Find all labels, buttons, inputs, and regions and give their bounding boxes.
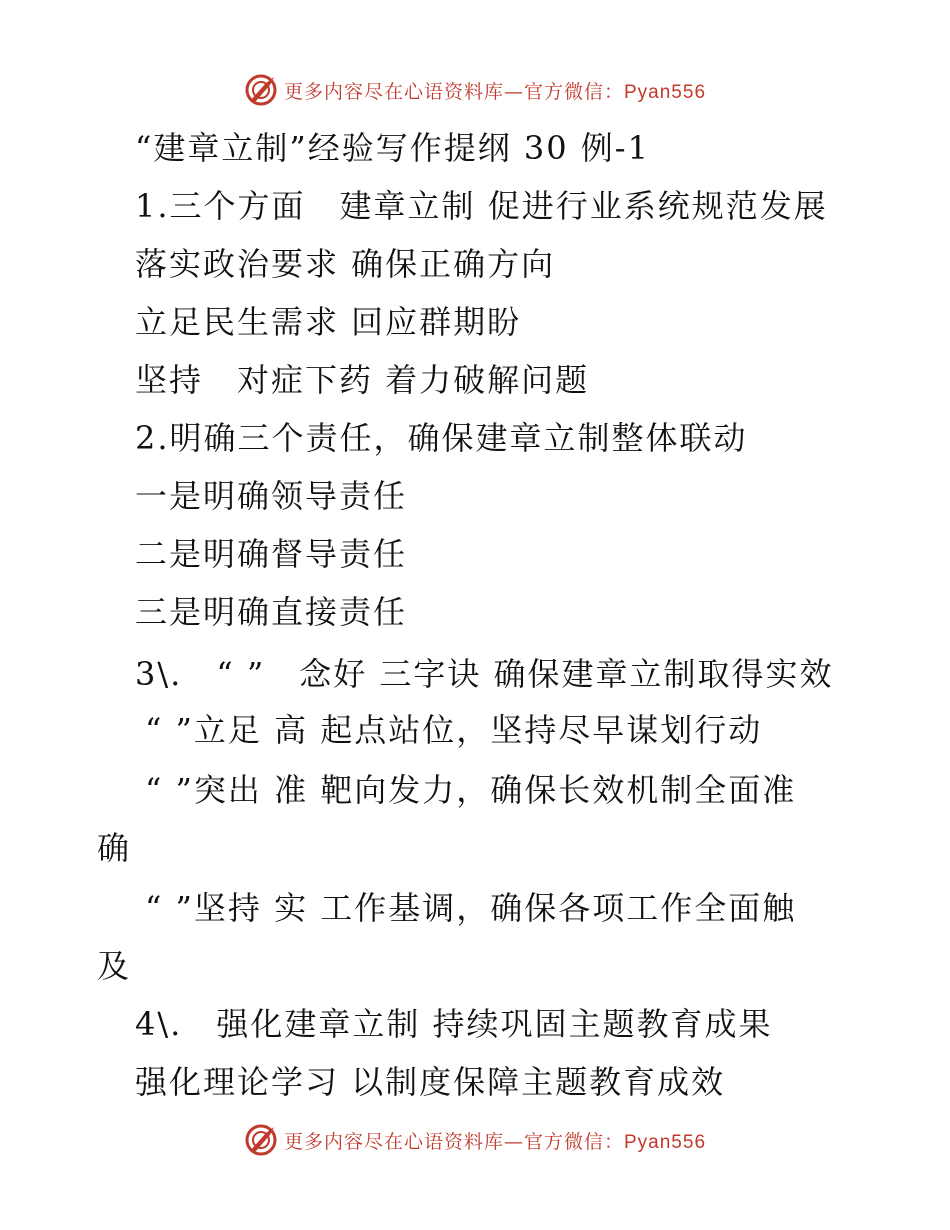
watermark-content [244,73,706,107]
outline-line: 1.三个方面 建章立制 促进行业系统规范发展 [135,187,828,225]
outline-line-wrap: 确 [97,829,132,867]
watermark-text: 更多内容尽在心语资料库—官方微信：Pyan556 [283,1130,707,1153]
outline-line: 3\. “ ” 念好 三字诀 确保建章立制取得实效 [135,655,834,693]
outline-line: “ ”突出 准 靶向发力，确保长效机制全面准 [145,771,797,809]
outline-line: 4\. 强化建章立制 持续巩固主题教育成果 [135,1005,773,1043]
outline-line: 三是明确直接责任 [135,593,408,631]
watermark-text: 更多内容尽在心语资料库—官方微信：Pyan556 [283,80,707,103]
watermark-content [244,1123,706,1157]
quill-seal-icon [244,1123,278,1157]
outline-line: 二是明确督导责任 [135,535,408,573]
quill-seal-icon [244,73,278,107]
outline-line: 落实政治要求 确保正确方向 [135,245,556,283]
outline-line: 强化理论学习 以制度保障主题教育成效 [135,1063,726,1101]
outline-line: “ ”坚持 实 工作基调，确保各项工作全面触 [145,889,797,927]
outline-line: “ ”立足 高 起点站位，坚持尽早谋划行动 [145,711,763,749]
watermark-banner-top [0,70,950,110]
outline-line: 坚持 对症下药 着力破解问题 [135,361,590,399]
outline-line: 立足民生需求 回应群期盼 [135,303,522,341]
outline-line: 2.明确三个责任，确保建章立制整体联动 [135,419,748,457]
outline-line: 一是明确领导责任 [135,477,408,515]
document-title: “建章立制”经验写作提纲 30 例-1 [135,129,650,167]
outline-line-wrap: 及 [97,947,132,985]
watermark-banner-bottom [0,1120,950,1160]
